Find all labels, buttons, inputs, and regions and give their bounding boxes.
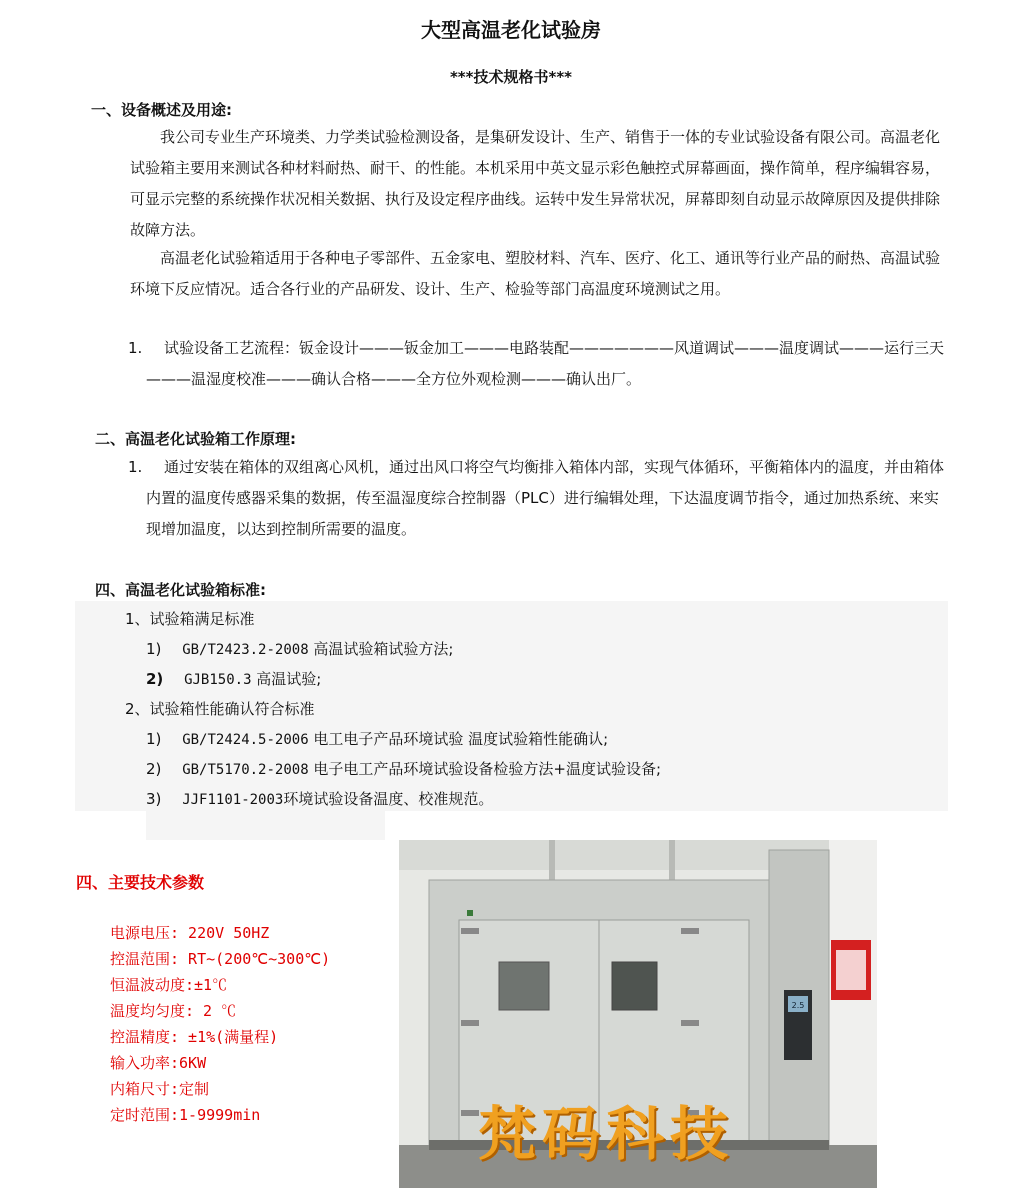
page-title: 大型高温老化试验房 xyxy=(421,18,601,42)
standard-code: GB/T5170.2-2008 xyxy=(182,762,309,778)
param-timer-range: 定时范围:1-9999min xyxy=(110,1106,261,1124)
standard-item-number: 3) xyxy=(146,790,162,808)
standard-text: 环境试验设备温度、校准规范。 xyxy=(283,790,494,808)
param-inner-size: 内箱尺寸:定制 xyxy=(110,1080,210,1098)
param-power-voltage: 电源电压: 220V 50HZ xyxy=(110,924,270,942)
standards-group-1-title: 1、试验箱满足标准 xyxy=(125,610,255,628)
flow-number: 1. xyxy=(128,339,143,357)
standard-item xyxy=(146,784,493,815)
standard-text: 高温试验; xyxy=(251,670,322,688)
standard-code: GB/T2423.2-2008 xyxy=(182,642,309,658)
section-3-heading: 四、高温老化试验箱标准: xyxy=(95,581,266,599)
standard-item-number: 1) xyxy=(146,640,162,658)
flow-text: 试验设备工艺流程：钣金设计———钣金加工———电路装配———————风道调试———温度调试———运行三天———温湿度校准———确认合格———全方位外观检测———确认出厂。 xyxy=(146,339,945,388)
section-1-heading: 一、设备概述及用途: xyxy=(91,101,232,119)
standard-item xyxy=(146,754,661,785)
section-4-heading: 四、主要技术参数 xyxy=(76,873,205,892)
standard-text: 电子电工产品环境试验设备检验方法+温度试验设备; xyxy=(313,760,662,778)
principle-text: 通过安装在箱体的双组离心风机，通过出风口将空气均衡排入箱体内部，实现气体循环，平衡箱体内的温度，并由箱体内置的温度传感器采集的数据，传至温湿度综合控制器（PLC）进行编辑处理，下达温度调节指令，通过加热系统、来实现增加温度，以达到控制所需要的温度。 xyxy=(146,458,945,538)
param-input-power: 输入功率:6KW xyxy=(110,1054,207,1072)
standard-item-number: 2) xyxy=(146,670,164,688)
panel-display-text: 2.5 xyxy=(791,1001,805,1010)
standard-text: 电工电子产品环境试验 温度试验箱性能确认; xyxy=(313,730,609,748)
param-temp-range: 控温范围: RT~(200℃~300℃) xyxy=(110,950,331,968)
param-accuracy: 控温精度: ±1%(满量程) xyxy=(110,1028,279,1046)
standard-code: JJF1101-2003 xyxy=(182,792,284,808)
param-uniformity: 温度均匀度: 2 ℃ xyxy=(110,1002,237,1020)
standards-background-tail xyxy=(146,811,385,840)
section-1-paragraph-1: 我公司专业生产环境类、力学类试验检测设备，是集研发设计、生产、销售于一体的专业试验设备有限公司。高温老化试验箱主要用来测试各种材料耐热、耐干、的性能。本机采用中英文显示彩色触控式屏幕画面，操作简单，程序编辑容易，可显示完整的系统操作状况相关数据、执行及设定程序曲线。运转中发生异常状况，屏幕即刻自动显示故障原因及提供排除故障方法。 xyxy=(130,128,941,239)
principle-number: 1. xyxy=(128,458,143,476)
standard-text: 高温试验箱试验方法; xyxy=(308,640,454,658)
standard-item-number: 2) xyxy=(146,760,162,778)
standard-item-number: 1) xyxy=(146,730,162,748)
standard-item xyxy=(146,724,608,755)
section-2-heading: 二、高温老化试验箱工作原理: xyxy=(95,430,296,448)
standard-code: GB/T2424.5-2006 xyxy=(182,732,309,748)
param-fluctuation: 恒温波动度:±1℃ xyxy=(110,976,228,994)
watermark-text: 梵码科技 xyxy=(478,1100,735,1168)
standard-code: GJB150.3 xyxy=(184,672,252,688)
standard-item xyxy=(146,664,321,695)
standard-item xyxy=(146,634,453,665)
section-1-paragraph-2: 高温老化试验箱适用于各种电子零部件、五金家电、塑胶材料、汽车、医疗、化工、通讯等行业产品的耐热、高温试验环境下反应情况。适合各行业的产品研发、设计、生产、检验等部门高温度环境测试之用。 xyxy=(130,249,941,298)
page-subtitle: ***技术规格书*** xyxy=(449,68,573,86)
standards-group-2-title: 2、试验箱性能确认符合标准 xyxy=(125,700,315,718)
